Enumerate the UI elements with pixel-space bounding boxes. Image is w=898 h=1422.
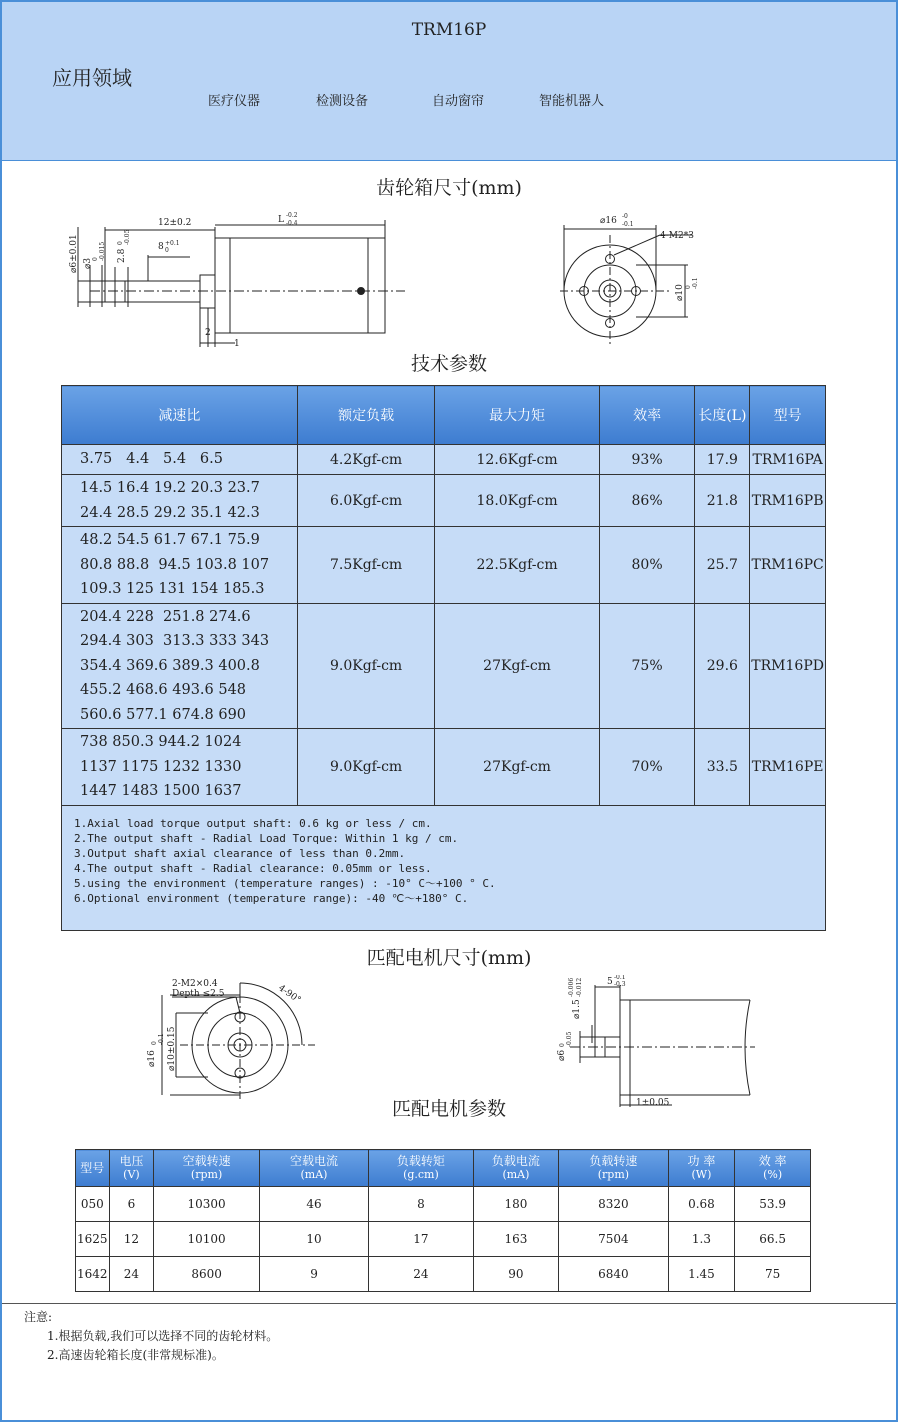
- rated-cell: 9.0Kgf-cm: [297, 729, 435, 806]
- motor-cell: 1.3: [668, 1222, 735, 1257]
- motor-cell: 1642: [76, 1257, 110, 1292]
- tech-note-line: 5.using the environment (temperature ranges) : -10° C～+100 ° C.: [74, 876, 496, 890]
- motor-cell: 46: [259, 1187, 368, 1222]
- dim-d3-tol-bottom: -0.015: [99, 241, 106, 261]
- ratio-line: 80.8 88.8 94.5 103.8 107: [80, 556, 270, 573]
- tech-note-line: 1.Axial load torque output shaft: 0.6 kg or less / cm.: [74, 816, 432, 830]
- motor-side-drawing: [550, 975, 760, 1110]
- motor-dim-d6-tol-bottom: -0.05: [566, 1031, 573, 1047]
- tech-notes-cell: [62, 805, 826, 930]
- length-cell: 25.7: [695, 527, 750, 604]
- motor-params-table: [75, 1149, 811, 1292]
- rated-cell: 6.0Kgf-cm: [297, 475, 435, 527]
- application-curtain: 自动窗帘: [432, 94, 485, 109]
- tech-header-rated: 额定负载: [297, 386, 435, 445]
- motor-header-power: [668, 1150, 735, 1187]
- table-row: [62, 475, 826, 527]
- motor-cell: 10300: [154, 1187, 259, 1222]
- header-name: 功 率: [687, 1154, 716, 1168]
- motor-dim-d15: ⌀1.5: [572, 999, 582, 1019]
- motor-cell: 6: [109, 1187, 154, 1222]
- motor-header-model: [76, 1150, 110, 1187]
- dim-2: 2: [205, 328, 211, 338]
- header-unit: (mA): [300, 1168, 328, 1181]
- motor-cell: 6840: [559, 1257, 668, 1292]
- rated-cell: 4.2Kgf-cm: [297, 445, 435, 475]
- motor-front-drawing: [140, 975, 340, 1100]
- motor-cell: 8320: [559, 1187, 668, 1222]
- ratio-line: 294.4 303 313.3 333 343: [80, 633, 270, 649]
- motor-dim-d16-tol-top: 0: [151, 1041, 158, 1045]
- header-name: 效 率: [758, 1154, 787, 1168]
- header-name: 负载转速: [589, 1154, 638, 1168]
- applications-label: 应用领域: [52, 66, 132, 90]
- dim-d6: ⌀6±0.01: [69, 234, 79, 273]
- section-title-gearbox-dims: 齿轮箱尺寸(mm): [376, 177, 522, 199]
- max-cell: 27Kgf-cm: [435, 603, 599, 729]
- eff-cell: 93%: [599, 445, 695, 475]
- ratio-line: 560.6 577.1 674.8 690: [80, 706, 247, 723]
- motor-header-load-torque: [369, 1150, 473, 1187]
- model-cell: TRM16PC: [750, 527, 826, 604]
- motor-dim-5: 5: [607, 977, 613, 987]
- rated-cell: 7.5Kgf-cm: [297, 527, 435, 604]
- table-row: [76, 1222, 811, 1257]
- dim-d3: ⌀3: [83, 257, 93, 269]
- section-title-tech-params: 技术参数: [410, 353, 487, 375]
- motor-dim-5-tol-bottom: -0.3: [614, 981, 626, 988]
- header-unit: (mA): [502, 1168, 530, 1181]
- dim-L-tol-bottom: -0.4: [286, 220, 298, 227]
- header-unit: (rpm): [597, 1168, 630, 1181]
- tech-header-model: 型号: [750, 386, 826, 445]
- table-row: [62, 527, 826, 604]
- ratio-line: 14.5 16.4 19.2 20.3 23.7: [80, 480, 260, 496]
- motor-cell: 24: [369, 1257, 473, 1292]
- length-cell: 33.5: [695, 729, 750, 806]
- motor-dim-d10: ⌀10±0.15: [167, 1026, 177, 1071]
- dim-1: 1: [234, 339, 240, 349]
- motor-cell: 12: [109, 1222, 154, 1257]
- motor-dim-d15-tol-top: -0.006: [568, 977, 575, 997]
- header-name: 负载电流: [491, 1154, 540, 1168]
- motor-cell: 9: [259, 1257, 368, 1292]
- ratio-line: 354.4 369.6 389.3 400.8: [80, 657, 260, 674]
- eff-cell: 75%: [599, 603, 695, 729]
- tech-note-line: 2.The output shaft - Radial Load Torque: Within 1 kg / cm.: [74, 831, 459, 845]
- length-cell: 17.9: [695, 445, 750, 475]
- motor-cell: 24: [109, 1257, 154, 1292]
- header-name: 电压: [119, 1154, 144, 1168]
- dim-8-tol: +0.1: [165, 240, 180, 247]
- motor-cell: 1.45: [668, 1257, 735, 1292]
- header-unit: (%): [763, 1168, 783, 1181]
- motor-cell: 7504: [559, 1222, 668, 1257]
- ratio-line: 3.75 4.4 5.4 6.5: [80, 451, 223, 468]
- ratio-cell: [62, 445, 298, 475]
- motor-cell: 53.9: [735, 1187, 811, 1222]
- header-unit: (rpm): [190, 1168, 223, 1181]
- motor-header-voltage: [109, 1150, 154, 1187]
- dim-d16-tol-bottom: -0.1: [622, 221, 634, 228]
- motor-dim-5-tol-top: -0.1: [614, 975, 626, 981]
- motor-dim-depth: Depth ≤2.5: [172, 989, 225, 999]
- dim-d10-tol-top: 0: [685, 285, 692, 289]
- dim-d10: ⌀10: [675, 284, 685, 301]
- model-title: TRM16P: [411, 20, 487, 40]
- max-cell: 12.6Kgf-cm: [435, 445, 599, 475]
- header-name: 负载转矩: [396, 1154, 445, 1168]
- eff-cell: 70%: [599, 729, 695, 806]
- dim-d3-tol-top: 0: [92, 257, 99, 261]
- ratio-cell: [62, 527, 298, 604]
- motor-dim-d15-tol-bottom: -0.012: [576, 977, 583, 997]
- motor-cell: 10100: [154, 1222, 259, 1257]
- header-unit: (V): [123, 1168, 140, 1181]
- header-unit: (W): [691, 1168, 712, 1181]
- motor-cell: 0.68: [668, 1187, 735, 1222]
- motor-cell: 8: [369, 1187, 473, 1222]
- ratio-line: 1137 1175 1232 1330: [80, 758, 242, 775]
- motor-cell: 75: [735, 1257, 811, 1292]
- max-cell: 18.0Kgf-cm: [435, 475, 599, 527]
- dim-12: 12±0.2: [158, 218, 192, 228]
- tech-params-table: [61, 385, 826, 931]
- motor-dim-1: 1±0.05: [636, 1098, 670, 1108]
- table-row: [62, 603, 826, 729]
- application-robot: 智能机器人: [539, 94, 605, 109]
- dim-L-tol-top: -0.2: [286, 212, 298, 219]
- eff-cell: 80%: [599, 527, 695, 604]
- application-testing: 检测设备: [316, 94, 369, 109]
- length-cell: 21.8: [695, 475, 750, 527]
- dim-L: L: [278, 215, 284, 225]
- note-item: 1.根据负载,我们可以选择不同的齿轮材料。: [47, 1329, 279, 1343]
- ratio-line: 24.4 28.5 29.2 35.1 42.3: [80, 504, 260, 521]
- gearbox-front-drawing: [560, 205, 710, 350]
- header-name: 空载转速: [182, 1154, 231, 1168]
- dim-2-8-tol-bottom: -0.05: [124, 229, 131, 245]
- gearbox-side-drawing: [60, 205, 420, 350]
- dim-d16: ⌀16: [600, 216, 617, 226]
- motor-cell: 66.5: [735, 1222, 811, 1257]
- note-item: 2.高速齿轮箱长度(非常规标准)。: [47, 1348, 224, 1362]
- dim-2-8: 2.8: [117, 248, 127, 263]
- length-cell: 29.6: [695, 603, 750, 729]
- eff-cell: 86%: [599, 475, 695, 527]
- table-row: [76, 1257, 811, 1292]
- dim-8: 8: [158, 242, 164, 252]
- header-name: 空载电流: [290, 1154, 339, 1168]
- ratio-line: 455.2 468.6 493.6 548: [80, 682, 247, 698]
- rated-cell: 9.0Kgf-cm: [297, 603, 435, 729]
- ratio-cell: [62, 475, 298, 527]
- tech-note-line: 3.Output shaft axial clearance of less than 0.2mm.: [74, 846, 406, 860]
- ratio-line: 48.2 54.5 61.7 67.1 75.9: [80, 532, 260, 548]
- motor-header-efficiency: [735, 1150, 811, 1187]
- model-cell: TRM16PD: [750, 603, 826, 729]
- model-cell: TRM16PE: [750, 729, 826, 806]
- header-unit: (g.cm): [403, 1168, 439, 1181]
- motor-cell: 163: [473, 1222, 559, 1257]
- dim-2-8-tol-top: 0: [117, 241, 124, 245]
- ratio-cell: [62, 603, 298, 729]
- max-cell: 22.5Kgf-cm: [435, 527, 599, 604]
- motor-header-load-speed: [559, 1150, 668, 1187]
- tech-note-line: 4.The output shaft - Radial clearance: 0.05mm or less.: [74, 861, 432, 875]
- motor-header-load-current: [473, 1150, 559, 1187]
- motor-cell: 050: [76, 1187, 110, 1222]
- tech-note-line: 6.Optional environment (temperature range): -40 ℃～+180° C.: [74, 891, 469, 905]
- table-row: [76, 1187, 811, 1222]
- ratio-line: 204.4 228 251.8 274.6: [80, 608, 251, 625]
- motor-dim-d16: ⌀16: [147, 1050, 157, 1067]
- tech-header-eff: 效率: [599, 386, 695, 445]
- ratio-line: 109.3 125 131 154 185.3: [80, 581, 265, 597]
- tech-header-max: 最大力矩: [435, 386, 599, 445]
- dim-d10-tol-bottom: -0.1: [692, 277, 699, 289]
- motor-cell: 8600: [154, 1257, 259, 1292]
- tech-header-length: 长度(L): [695, 386, 750, 445]
- ratio-line: 738 850.3 944.2 1024: [80, 734, 242, 750]
- divider: [2, 1303, 896, 1304]
- motor-header-noload-speed: [154, 1150, 259, 1187]
- table-row: [62, 445, 826, 475]
- motor-cell: 90: [473, 1257, 559, 1292]
- section-title-motor-dims: 匹配电机尺寸(mm): [366, 947, 532, 969]
- motor-cell: 10: [259, 1222, 368, 1257]
- tech-header-row: [62, 386, 826, 445]
- motor-header-row: [76, 1150, 811, 1187]
- motor-dim-d16-tol-bottom: -0.1: [158, 1033, 165, 1045]
- motor-dim-m2: 2-M2×0.4: [172, 979, 218, 989]
- dim-d16-tol-top: -0: [622, 213, 628, 220]
- table-row: [62, 729, 826, 806]
- dim-m2: 4-M2*3: [660, 231, 694, 241]
- motor-header-noload-current: [259, 1150, 368, 1187]
- ratio-cell: [62, 729, 298, 806]
- dim-8-tol-bottom: 0: [165, 247, 169, 254]
- motor-cell: 1625: [76, 1222, 110, 1257]
- motor-cell: 17: [369, 1222, 473, 1257]
- motor-dim-d6: ⌀6: [557, 1049, 567, 1061]
- notes-title: 注意:: [24, 1310, 53, 1324]
- motor-cell: 180: [473, 1187, 559, 1222]
- max-cell: 27Kgf-cm: [435, 729, 599, 806]
- model-cell: TRM16PA: [750, 445, 826, 475]
- application-medical: 医疗仪器: [208, 94, 261, 109]
- motor-dim-d6-tol-top: 0: [559, 1043, 566, 1047]
- section-title-motor-params: 匹配电机参数: [391, 1098, 506, 1120]
- tech-header-ratio: 减速比: [62, 386, 298, 445]
- header-name: 型号: [80, 1161, 105, 1175]
- notes-row: [62, 805, 826, 930]
- motor-dim-angle: 4-90°: [276, 983, 303, 1006]
- model-cell: TRM16PB: [750, 475, 826, 527]
- ratio-line: 1447 1483 1500 1637: [80, 783, 242, 799]
